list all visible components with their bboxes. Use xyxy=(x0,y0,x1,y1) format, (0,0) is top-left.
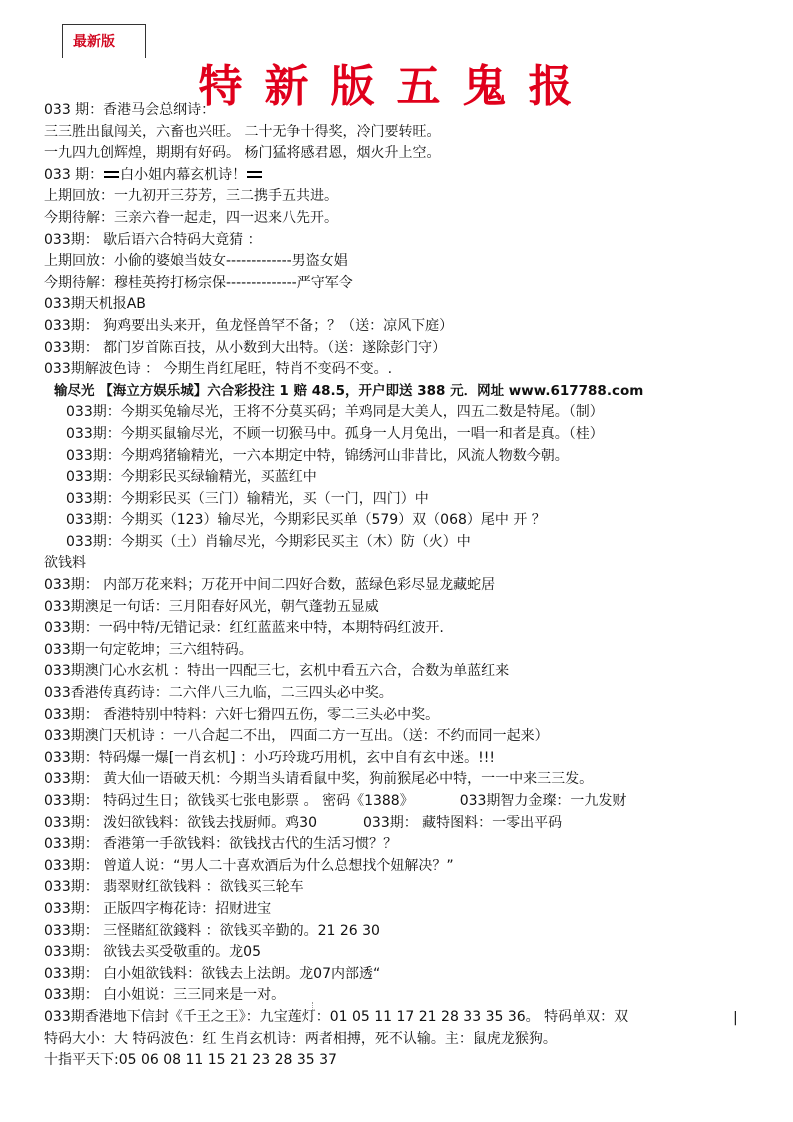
line-left: 033期： 特码过生日；欲钱买七张电影票 。 密码《1388》 xyxy=(44,793,414,809)
text-line: 一九四九创辉煌，期期有好码。 杨门猛将感君恩，烟火升上空。 xyxy=(44,145,441,162)
text-line: 033期香港地下信封《千王之王》：九宝莲灯：01 05 11 17 21 28 33 35 36。 特码单双：双 xyxy=(44,1008,629,1025)
text-line: 033期： 香港第一手欲钱料：欲钱找古代的生活习惯？？ xyxy=(44,836,398,853)
text-line xyxy=(44,791,744,813)
line-right: 033期智力金璨：一九发财 xyxy=(459,793,627,809)
text-line: 033期： 内部万花来料；万花开中间二四好合数，蓝绿色彩尽显龙藏蛇居 xyxy=(44,577,496,594)
text-line: 033期：今期彩民买绿输精光，买蓝红中 xyxy=(66,469,317,486)
text-line: 033期天机报AB xyxy=(44,296,146,313)
text-line xyxy=(44,813,744,835)
line-title: 白小姐内幕玄机诗！ xyxy=(120,166,247,183)
text-line: 033期澳足一句话：三月阳春好风光，朝气蓬勃五显威 xyxy=(44,598,379,615)
text-line: 033期：一码中特/无错记录：红红蓝蓝来中特，本期特码红波开. xyxy=(44,620,444,637)
ad-line: 输尽光 【海立方娱乐城】六合彩投注 1 赔 48.5，开户即送 388 元．网址 www.617788.com xyxy=(54,382,644,399)
text-line: 033期： 正版四字梅花诗：招财进宝 xyxy=(44,900,272,917)
text-line xyxy=(44,165,744,187)
text-line: 033期： 白小姐说：三三同来是一对。 xyxy=(44,987,286,1004)
text-line: 033期澳门心水玄机 ：特出一四配三七，玄机中看五六合，合数为单蓝红来 xyxy=(44,663,510,680)
text-line: 033期：今期买（土）肖输尽光，今期彩民买主（木）防（火）中 xyxy=(66,533,471,550)
text-line: 十指平天下:05 06 08 11 15 21 23 28 35 37 xyxy=(44,1052,337,1069)
double-bar-icon xyxy=(104,171,119,178)
line-right: 033期： 藏特图料：一零出平码 xyxy=(363,814,563,831)
text-line: 033期： 香港特别中特料：六奸七猾四五伤，零二三头必中奖。 xyxy=(44,706,440,723)
text-line: 033期： 黄大仙一语破天机：今期当头请看鼠中奖，狗前猴尾必中特，一一中来三三发。 xyxy=(44,771,594,788)
line-left: 033期： 泼妇欲钱料：欲钱去找厨师。鸡30 xyxy=(44,814,317,831)
text-line: 033期：特码爆一爆[一肖玄机] ：小巧玲珑巧用机，玄中自有玄中迷。!!! xyxy=(44,749,495,766)
text-line: 033期：今期彩民买（三门）输精光，买（一门，四门）中 xyxy=(66,490,429,507)
text-line: 033期： 白小姐欲钱料：欲钱去上法朗。龙07内部透“ xyxy=(44,965,381,982)
text-line: 033期：今期买兔输尽光，王将不分莫买码；羊鸡同是大美人，四五二数是特尾。（制） xyxy=(66,404,604,421)
text-line: 033期一句定乾坤；三六组特码。 xyxy=(44,641,253,658)
text-line: 033期： 欲钱去买受敬重的。龙05 xyxy=(44,944,261,961)
text-line: 特码大小：大 特码波色：红 生肖玄机诗：两者相搏，死不认输。主：鼠虎龙猴狗。 xyxy=(44,1030,557,1047)
side-mark: | xyxy=(733,1010,738,1026)
text-line: 033期： 曾道人说：“男人二十喜欢酒后为什么总想找个妞解决？” xyxy=(44,857,454,874)
text-line: 033期： 歇后语六合特码大竟猜 ： xyxy=(44,231,262,248)
line-prefix: 033 期： xyxy=(44,166,104,183)
text-line: 三三胜出鼠闯关，六畜也兴旺。 二十无争十得奖，冷门要转旺。 xyxy=(44,123,441,140)
document-body xyxy=(44,100,744,1072)
edition-badge-label: 最新版 xyxy=(73,34,115,50)
page-title: 特新版五鬼报 xyxy=(198,61,595,112)
text-line: 033期： 翡翠财红欲钱料 ：欲钱买三轮车 xyxy=(44,879,304,896)
text-line: 上期回放：一九初开三芬芳，三二携手五共进。 xyxy=(44,188,338,205)
text-line: 033期：今期买（123）输尽光，今期彩民买单（579）双（068）尾中 开 ？ xyxy=(66,512,546,529)
double-bar-icon xyxy=(247,171,262,178)
text-line: 033期解波色诗 ： 今期生肖红尾旺，特肖不变码不变。. xyxy=(44,361,393,378)
text-line: 上期回放：小偷的婆娘当妓女-------------男盗女娼 xyxy=(44,253,348,270)
text-line: 033期：今期买鼠输尽光，不顾一切猴马中。孤身一人月兔出，一唱一和者是真。（桂） xyxy=(66,425,604,442)
text-line: 欲钱料 xyxy=(44,555,86,572)
text-line: 今期待解：穆桂英挎打杨宗保--------------严守军令 xyxy=(44,274,353,291)
text-line: 033期： 狗鸡要出头来开，鱼龙怪兽罕不备；？（送：凉风下庭） xyxy=(44,317,454,334)
text-line: 033香港传真药诗：二六伴八三九临，二三四头必中奖。 xyxy=(44,685,393,702)
text-line: 033 期：香港马会总纲诗： xyxy=(44,102,216,118)
scan-artifact xyxy=(312,1002,317,1020)
text-line: 033期： 三怪賭紅欲錢料 ：欲钱买辛勤的。21 26 30 xyxy=(44,922,380,939)
text-line: 033期澳门天机诗 ：一八合起二不出， 四面二方一互出。（送：不约而同一起来） xyxy=(44,728,549,745)
text-line: 033期：今期鸡猪输精光，一六本期定中特，锦绣河山非昔比，风流人物数今朝。 xyxy=(66,447,569,464)
text-line: 今期待解：三亲六眷一起走，四一迟来八先开。 xyxy=(44,209,338,226)
text-line: 033期： 都门岁首陈百技，从小数到大出特。（送：遂除彭门守） xyxy=(44,339,447,356)
